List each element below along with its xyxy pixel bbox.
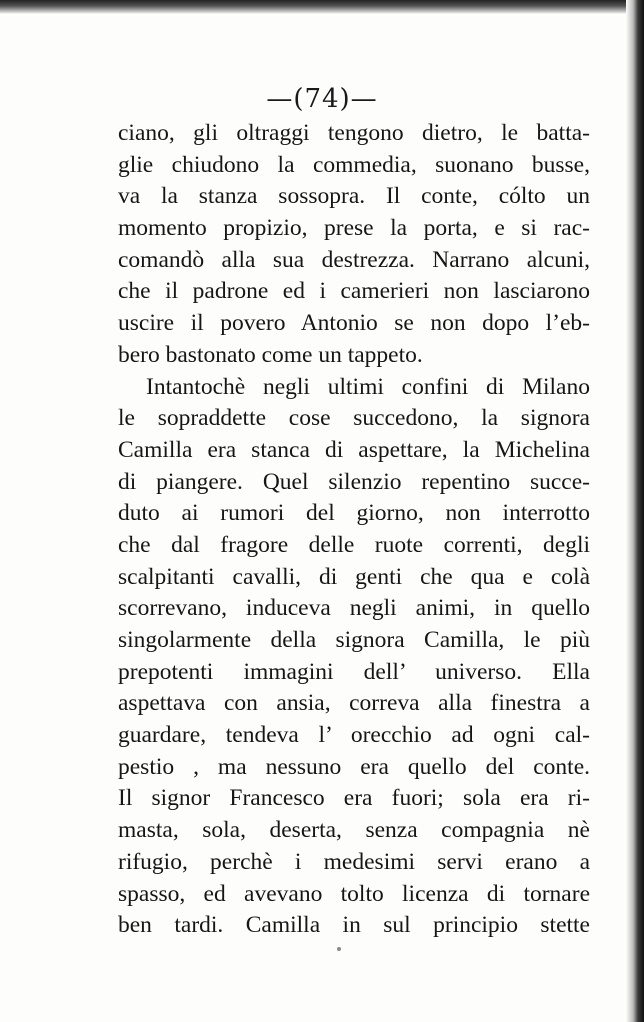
- ink-speck: [337, 947, 341, 951]
- text-line: masta, sola, deserta, senza compagnia nè: [118, 817, 590, 844]
- text-line: prepotenti immagini dell’ universo. Ella: [118, 658, 590, 685]
- text-line: le sopraddette cose succedono, la signora: [118, 405, 590, 432]
- text-line: ciano, gli oltraggi tengono dietro, le batta-: [118, 120, 590, 146]
- text-line: ben tardi. Camilla in sul principio stette: [118, 912, 590, 939]
- text-line: duto ai rumori del giorno, non interrotto: [118, 500, 590, 527]
- paragraph-end-line: bero bastonato come un tappeto.: [118, 341, 423, 368]
- text-line: aspettava con ansia, correva alla finestra a: [118, 690, 590, 717]
- text-line: rifugio, perchè i medesimi servi erano a: [118, 848, 590, 875]
- text-line: spasso, ed avevano tolto licenza di tornare: [118, 880, 590, 907]
- scan-binding-edge: [626, 0, 644, 1022]
- text-line: Il signor Francesco era fuori; sola era ri-: [118, 785, 590, 812]
- text-line: momento propizio, prese la porta, e si rac-: [118, 215, 590, 242]
- text-line: scalpitanti cavalli, di genti che qua e colà: [118, 563, 590, 590]
- text-line: che il padrone ed i camerieri non lasciarono: [118, 278, 590, 305]
- text-line: di piangere. Quel silenzio repentino succe-: [118, 468, 590, 495]
- text-line: scorrevano, induceva negli animi, in quello: [118, 595, 590, 622]
- text-line: uscire il povero Antonio se non dopo l’eb-: [118, 310, 590, 337]
- text-line: pestio , ma nessuno era quello del conte.: [118, 753, 590, 780]
- text-line: Camilla era stanca di aspettare, la Michelina: [118, 436, 590, 463]
- text-line: che dal fragore delle ruote correnti, degli: [118, 531, 590, 558]
- page-number: —(74)—: [266, 84, 378, 114]
- text-line: comandò alla sua destrezza. Narrano alcuni,: [118, 246, 590, 273]
- text-line: va la stanza sossopra. Il conte, cólto un: [118, 183, 590, 210]
- paragraph-start-line: Intantochè negli ultimi confini di Milano: [146, 373, 590, 400]
- scan-top-edge: [0, 0, 644, 14]
- text-line: guardare, tendeva l’ orecchio ad ogni cal-: [118, 722, 590, 749]
- text-line: glie chiudono la commedia, suonano busse,: [118, 151, 590, 178]
- text-line: singolarmente della signora Camilla, le più: [118, 627, 590, 653]
- body-text: [118, 118, 590, 942]
